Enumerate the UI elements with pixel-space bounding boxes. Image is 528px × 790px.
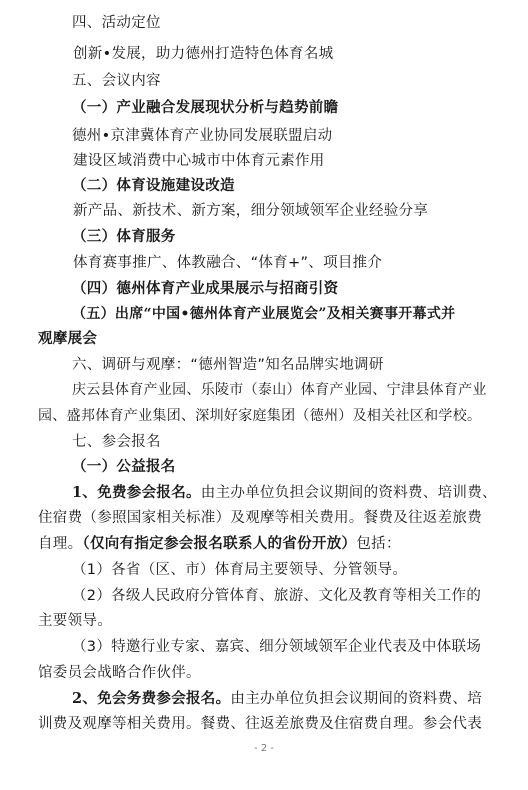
list-item-3-b: 馆委员会战略合作伙伴。 [38, 665, 201, 681]
section-7-1-title: （一）公益报名 [72, 458, 176, 475]
page-number: - 2 - [254, 743, 274, 754]
section-6-title: 六、调研与观摩：“德州智造”知名品牌实地调研 [72, 357, 384, 373]
free-registration-text-a: 由主办单位负担会议期间的资料费、培训费、 [200, 485, 497, 501]
section-5-5-title-a: （五）出席“中国•德州体育产业展览会”及相关赛事开幕式并 [72, 306, 456, 322]
section-4-text: 创新•发展，助力德州打造特色体育名城 [73, 46, 334, 62]
section-5-title: 五、会议内容 [72, 73, 161, 89]
partfree-registration-line-b: 训费及观摩等相关费用。餐费、往返差旅费及住宿费自理。参会代表 [38, 716, 482, 732]
partfree-registration-lead: 2、免会务费参会报名。 [72, 690, 231, 707]
section-5-1-title: （一）产业融合发展现状分析与趋势前瞻 [72, 99, 339, 116]
free-registration-line-b: 住宿费（参照国家相关标准）及观摩等相关费用。餐费及往返差旅费 [38, 510, 482, 526]
partfree-registration-line-a [72, 690, 482, 708]
section-5-3-title: （三）体育服务 [72, 228, 176, 245]
section-5-4-title: （四）德州体育产业成果展示与招商引资 [72, 280, 339, 297]
section-5-1-line2: 建设区域消费中心城市中体育元素作用 [73, 153, 325, 169]
section-6-text-b: 园、盛邦体育产业集团、深圳好家庭集团（德州）及相关社区和学校。 [38, 408, 482, 424]
free-registration-line-a [72, 484, 497, 502]
section-5-5-title-b: 观摩展会 [38, 330, 98, 347]
list-item-2-a: （2）各级人民政府分管体育、旅游、文化及教育等相关工作的 [72, 588, 482, 604]
free-registration-text-c1: 自理。 [38, 536, 83, 552]
section-5-1-line1: 德州•京津冀体育产业协同发展联盟启动 [72, 128, 333, 144]
list-item-1: （1）各省（区、市）体育局主要领导、分管领导。 [72, 562, 408, 578]
section-5-2-line1: 新产品、新技术、新方案，细分领域领军企业经验分享 [73, 203, 429, 219]
section-5-3-line1: 体育赛事推广、体教融合、“体育+”、项目推介 [73, 255, 383, 271]
section-4-title: 四、活动定位 [72, 15, 161, 31]
free-registration-text-c3: 包括： [356, 536, 401, 552]
section-6-text-a: 庆云县体育产业园、乐陵市（泰山）体育产业园、宁津县体育产业 [72, 382, 487, 398]
free-registration-lead: 1、免费参会报名。 [72, 484, 201, 501]
partfree-registration-text-a: 由主办单位负担会议期间的资料费、培 [230, 691, 482, 707]
free-registration-line-c [38, 535, 476, 553]
list-item-3-a: （3）特邀行业专家、嘉宾、细分领域领军企业代表及中体联场 [72, 639, 482, 655]
section-5-2-title: （二）体育设施建设改造 [72, 177, 235, 194]
list-item-2-b: 主要领导。 [38, 613, 112, 629]
section-7-title: 七、参会报名 [72, 434, 161, 450]
free-registration-note: （仅向有指定参会报名联系人的省份开放） [82, 535, 357, 552]
